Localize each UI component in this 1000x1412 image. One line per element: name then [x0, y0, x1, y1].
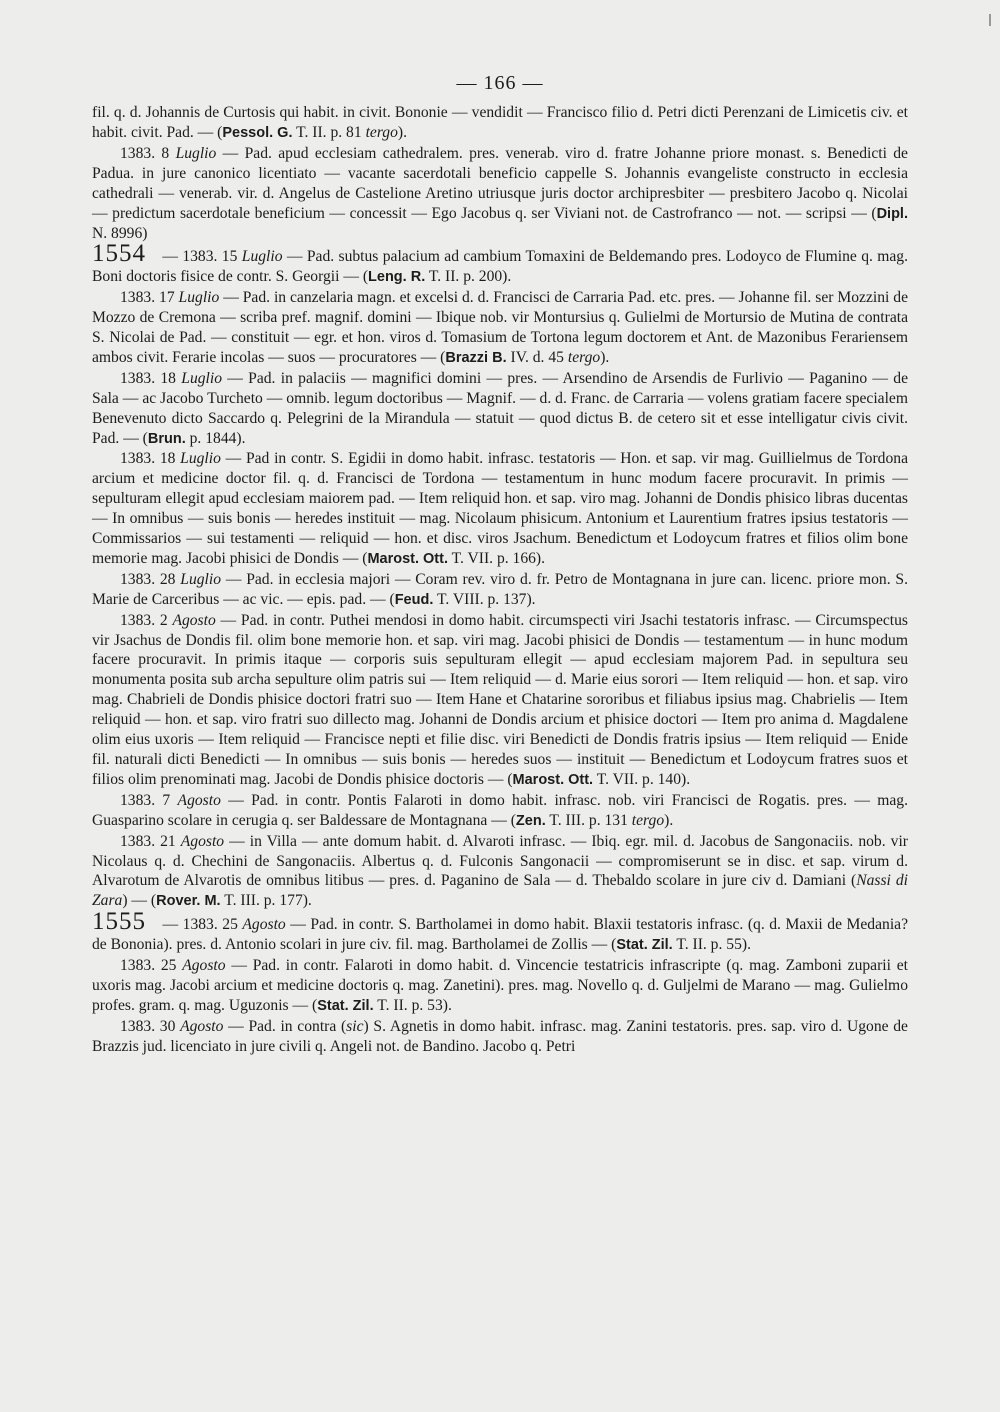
- italic-text: tergo: [567, 348, 601, 366]
- entry-paragraph: [92, 791, 908, 832]
- entry-text: — 1383. 15: [158, 248, 242, 266]
- entry-text: 1383. 7: [120, 791, 178, 809]
- entry-text: — Pad. in ecclesia majori — Coram rev. viro d. fr. Petro de Montagnana in jure can. licenc. priore mon. S. Marie de Carceribus — ac vic. — epis. pad. — (: [92, 570, 908, 608]
- entry-text: — Pad in contr. S. Egidii in domo habit. infrasc. testatoris — Hon. et sap. vir mag. Guillielmus de Tordona arcium et medicine doctor fil. q. d. Francisci de Tordona — testamentum in hunc modum facere procuravit. In primis — sepulturam ellegit apud ecclesiam maiorem pad. — Item reliquid hon. et sap. viro mag. Johanni de Dondis phisico libras ducentas — In omnibus — suis bonis — heredes instituit — mag. Nicolaum phisicum. Antonium et Laurentium fratres ipsius testatoris — Commissarios — sui testamenti — reliquid — hon. et disc. viros Jsachum. Benedictum et Lodoycum fratres et filios olim bone memorie mag. Jacobi phisici de Dondis — (: [92, 450, 908, 567]
- entry-paragraph: [92, 369, 908, 450]
- citation-source: Brazzi B.: [445, 349, 507, 366]
- entry-text: T. III. p. 177).: [220, 892, 312, 910]
- italic-text: Luglio: [175, 144, 217, 162]
- entry-text: — Pad. in palaciis — magnifici domini — pres. — Arsendino de Arsendis de Furlivio — Paganino — de Sala — ac Jacobo Turcheto — omnib. legum doctoribus — Magnif. — d. d. Franc. de Carraria — volens gratiam facere specialem Benevenuto dicto Saccardo q. Pelegrini de la Mirandula — statuit — quod dictus B. de cetero sit et esse intelligatur civis civit. Pad. — (: [92, 369, 908, 447]
- italic-text: Nassi di Zara: [92, 872, 908, 910]
- entry-paragraph: [92, 240, 909, 288]
- citation-source: Brun.: [147, 430, 186, 447]
- italic-text: Agosto: [182, 957, 226, 975]
- entry-text: N. 8996): [92, 225, 148, 243]
- entry-paragraph: [92, 908, 908, 956]
- entry-text: 1383. 28: [120, 570, 181, 588]
- entry-text: ) S. Agnetis in domo habit. infrasc. mag. Zanini testatoris. pres. sap. viro d. Ugone de Brazzis jud. licenciato in jure civili q. Angeli not. de Bandino. Jacobo q. Petri: [92, 1017, 908, 1055]
- document-number: 1555: [92, 908, 146, 936]
- italic-text: Agosto: [180, 1017, 224, 1035]
- citation-source: Pessol. G.: [222, 124, 293, 141]
- entry-text: — Pad. subtus palacium ad cambium Tomaxini de Beldemando pres. Lodoyco de Flumine q. mag. Boni doctoris fisice de contr. S. Georgii — (: [92, 248, 909, 286]
- citation-source: Marost. Ott.: [367, 550, 448, 567]
- entry-text: — Pad. in contr. Falaroti in domo habit. d. Vincencie testatricis infrascripte (q. mag. Zamboni zuparii et uxoris mag. Jacobi arcium et medicine doctoris q. mag. Zanetini). pres. mag. Novello q. d. Guljelmi de Marano — mag. Gulielmo profes. gram. q. mag. Uguzonis — (: [92, 957, 908, 1014]
- citation-source: Marost. Ott.: [512, 771, 594, 788]
- italic-text: Luglio: [180, 570, 222, 588]
- italic-text: tergo: [365, 123, 398, 141]
- entry-paragraph: [92, 288, 908, 369]
- entry-paragraph: [92, 611, 908, 791]
- scan-mark: [989, 14, 991, 26]
- entry-text: ).: [664, 811, 674, 829]
- entry-text: T. III. p. 131: [545, 811, 632, 829]
- entry-text: T. II. p. 53).: [373, 996, 452, 1014]
- entry-text: ) — (: [122, 892, 157, 910]
- entry-text: 1383. 17: [120, 289, 179, 307]
- italic-text: sic: [346, 1017, 364, 1035]
- italic-text: Luglio: [180, 450, 221, 468]
- entry-text: — Pad. apud ecclesiam cathedralem. pres. venerab. viro d. fratre Johanne priore monast. s. Benedicti de Padua. in jure canonico licentiato — vacante sacerdotali beneficio cappelle S. Johannis evangeliste constructo in ecclesia cathedrali — venerab. vir. d. Angelus de Castelione Aretino utriusque juris doctor archipresbiter — presbitero Jacobo q. Nicolai — predictum sacerdotale beneficium — concessit — Ego Jacobus q. ser Viviani not. de Castrofranco — not. — scripsi — (: [92, 144, 908, 222]
- citation-source: Zen.: [515, 812, 546, 829]
- entry-text: T. II. p. 55).: [672, 936, 751, 954]
- entry-text: — Pad. in canzelaria magn. et excelsi d. d. Francisci de Carraria Pad. etc. pres. — Johanne fil. ser Mozzini de Mozzo de Cremona — scriba pref. magnif. domini — Ibique nob. vir Montursius q. Gulielmi de Mortursio de Mutina de contrata S. Nicolai de Pad. — constituit — egr. et hon. viros d. Tomasium de Tortona legum doctorem et Ant. de Mazonibus Ferariensem ambos civit. Ferarie incolas — suos — procuratores — (: [92, 289, 908, 366]
- italic-text: tergo: [631, 811, 665, 829]
- italic-text: Agosto: [177, 791, 221, 809]
- entry-text: 1383. 18: [120, 450, 181, 468]
- entry-text: IV. d. 45: [506, 348, 568, 366]
- citation-source: Feud.: [394, 591, 434, 608]
- entry-text: — Pad. in contra (: [223, 1017, 347, 1035]
- citation-source: Rover. M.: [156, 893, 221, 910]
- entry-text: 1383. 21: [120, 832, 181, 850]
- entry-text: fil. q. d. Johannis de Curtosis qui habit. in civit. Bononie — vendidit — Francisco filio d. Petri dicti Perenzani de Limicetis civ. et habit. civit. Pad. — (: [92, 104, 908, 141]
- italic-text: Agosto: [172, 611, 216, 629]
- italic-text: Luglio: [178, 289, 220, 307]
- entry-text: p. 1844).: [185, 429, 246, 447]
- entry-text: T. VII. p. 140).: [593, 770, 691, 788]
- entry-text: T. II. p. 81: [292, 123, 366, 141]
- entry-text: 1383. 8: [120, 144, 176, 162]
- entry-text: T. VII. p. 166).: [448, 549, 546, 567]
- italic-text: Luglio: [181, 369, 222, 387]
- entry-text: 1383. 2: [120, 611, 173, 629]
- entry-paragraph: [92, 1017, 908, 1057]
- italic-text: Agosto: [180, 832, 225, 850]
- entry-paragraph: [92, 449, 908, 569]
- citation-source: Stat. Zil.: [317, 997, 374, 1014]
- italic-text: Agosto: [242, 916, 286, 934]
- citation-source: Leng. R.: [368, 269, 426, 286]
- entry-text: — Pad. in contr. Puthei mendosi in domo habit. circumspecti viri Jsachi testatoris infrasc. — Circumspectus vir Jsachus de Dondis fil. olim bone memorie hon. et sap. viri mag. Jacobi phisici de Dondis — testamentum — in hunc modum facere procuravit. In primis itaque — corporis suis sepulturam ellegit — apud ecclesiam majorem Pad. in sepultura seu monumenta posita sub archa sepulture olim patris sui — Item reliquid — d. Marie eius sorori — Item reliquid — hon. et sap. viro mag. Chabrieli de Dondis phisice doctori fratri suo — Item Hane et Chatarine sororibus et filiabus ipsius mag. Chabrielis — Item reliquid — hon. et sap. viro fratri suo dillecto mag. Johanni de Dondis arcium et phisice doctori — Item pro anima d. Magdalene olim eius uxoris — Item reliquid — Francisce nepti et filie disc. viri Benedicti de Dondis fratris ipsius — Item reliquid — Enide fil. naturali dicti Benedicti — In omnibus — suis bonis — heredes suos — instituit — Benedictum et Lodoycum fratres suos et filios olim prenominati mag. Jacobi de Dondis phisice doctoris — (: [92, 611, 908, 788]
- entry-paragraph: [92, 832, 908, 913]
- entry-paragraph: [92, 144, 908, 245]
- document-body: [92, 103, 908, 1057]
- entry-text: 1383. 25: [120, 957, 183, 975]
- entry-text: — Pad. in contr. S. Bartholamei in domo habit. Blaxii testatoris infrasc. (q. d. Maxii de Medania? de Bononia). pres. d. Antonio scolari in jure civ. fil. mag. Bartholamei de Zollis — (: [92, 916, 908, 954]
- entry-text: ).: [600, 348, 610, 366]
- citation-source: Stat. Zil.: [616, 937, 673, 954]
- document-number: 1554: [92, 240, 146, 268]
- italic-text: Luglio: [241, 248, 283, 266]
- entry-paragraph: [92, 570, 908, 611]
- entry-text: T. VIII. p. 137).: [433, 590, 536, 608]
- entry-text: 1383. 18: [120, 369, 182, 387]
- page-number: — 166 —: [456, 72, 544, 94]
- entry-text: — in Villa — ante domum habit. d. Alvaroti infrasc. — Ibiq. egr. mil. d. Jacobus de Sangonaciis. nob. vir Nicolaus q. d. Chechini de Sangonaciis. Albertus q. d. Fulconis Sangonacii — compromiserunt se in disc. et sap. virum d. Alvarotum de Alvarotis de omnibus litibus — pres. d. Paganino de Sala — d. Thebaldo scolare in jure civ d. Damiani (: [92, 832, 908, 890]
- entry-text: T. II. p. 200).: [425, 268, 512, 286]
- entry-text: ).: [397, 123, 407, 141]
- entry-paragraph: [92, 956, 908, 1017]
- entry-text: — Pad. in contr. Pontis Falaroti in domo habit. infrasc. nob. viri Francisci de Rogatis. pres. — mag. Guasparino scolare in cerugia q. ser Baldessare de Montagnana — (: [92, 791, 908, 829]
- entry-paragraph: [92, 103, 908, 144]
- citation-source: Dipl.: [876, 205, 908, 222]
- entry-text: — 1383. 25: [158, 916, 243, 934]
- entry-text: 1383. 30: [120, 1017, 181, 1035]
